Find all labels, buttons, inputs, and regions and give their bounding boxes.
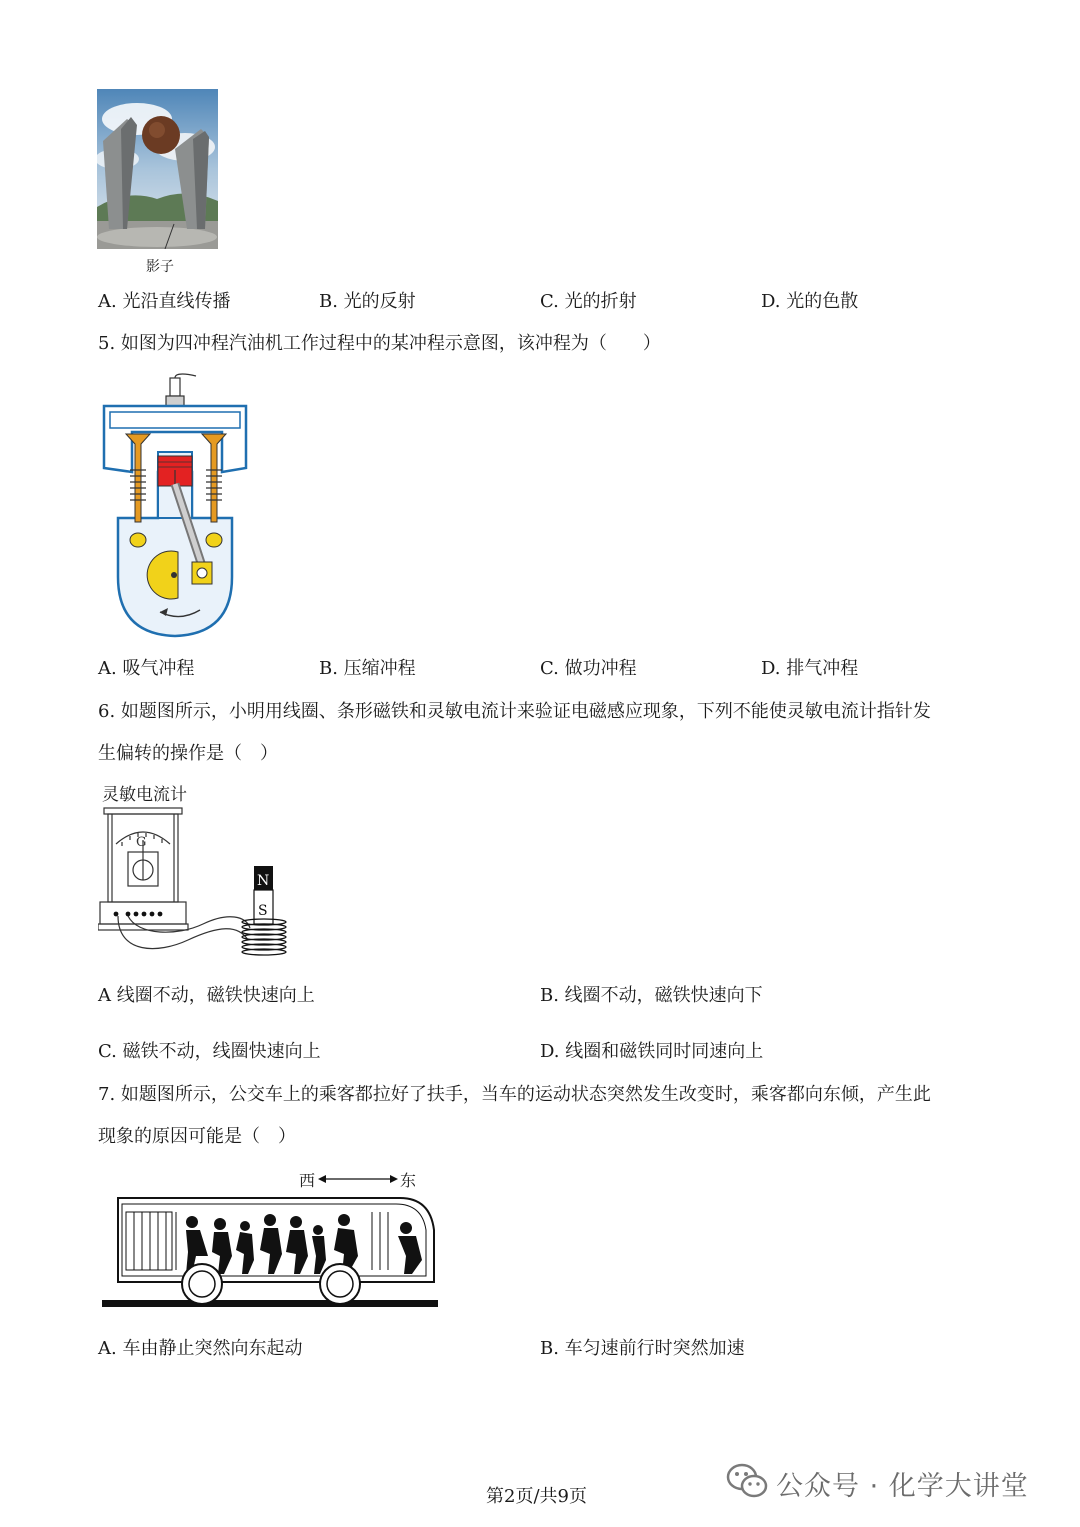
galvanometer-diagram-graphic bbox=[98, 804, 293, 966]
q6-stem-line1: 6. 如题图所示，小明用线圈、条形磁铁和灵敏电流计来验证电磁感应现象，下列不能使灵敏电流计指针发 bbox=[98, 701, 931, 722]
q5-stem: 5. 如图为四冲程汽油机工作过程中的某冲程示意图，该冲程为（ ） bbox=[98, 333, 661, 354]
q6-option-c[interactable]: C. 磁铁不动，线圈快速向上 bbox=[98, 1041, 321, 1062]
page-number: 第2页/共9页 bbox=[486, 1486, 587, 1507]
q4-option-b[interactable]: B. 光的反射 bbox=[319, 291, 416, 312]
direction-west-label: 西 bbox=[299, 1171, 316, 1190]
watermark-text: 公众号 · 化学大讲堂 bbox=[776, 1471, 1029, 1502]
magnet-north-label: N bbox=[257, 873, 270, 889]
magnet-south-label: S bbox=[258, 903, 268, 919]
monument-photo bbox=[97, 89, 218, 249]
double-arrow-icon bbox=[318, 1172, 398, 1186]
q6-option-a[interactable]: A 线圈不动，磁铁快速向上 bbox=[98, 985, 315, 1006]
galvanometer-diagram bbox=[98, 804, 293, 966]
meter-letter-g: G bbox=[136, 835, 147, 850]
wechat-icon bbox=[726, 1462, 768, 1500]
q5-option-b[interactable]: B. 压缩冲程 bbox=[319, 658, 416, 679]
engine-diagram bbox=[100, 372, 252, 642]
q7-option-b[interactable]: B. 车匀速前行时突然加速 bbox=[540, 1338, 745, 1359]
bus-diagram bbox=[100, 1190, 440, 1312]
q5-option-d[interactable]: D. 排气冲程 bbox=[761, 658, 859, 679]
q7-option-a[interactable]: A. 车由静止突然向东起动 bbox=[98, 1338, 303, 1359]
wechat-logo-icon bbox=[726, 1462, 768, 1500]
q4-option-c[interactable]: C. 光的折射 bbox=[540, 291, 637, 312]
q6-option-b[interactable]: B. 线圈不动，磁铁快速向下 bbox=[540, 985, 763, 1006]
photo-caption-shadow: 影子 bbox=[146, 259, 174, 275]
bus-diagram-graphic bbox=[100, 1190, 440, 1312]
q6-stem-line2: 生偏转的操作是（ ） bbox=[98, 743, 278, 764]
q6-option-d[interactable]: D. 线圈和磁铁同时同速向上 bbox=[540, 1041, 764, 1062]
direction-east-label: 东 bbox=[400, 1171, 417, 1190]
q7-stem-line2: 现象的原因可能是（ ） bbox=[98, 1126, 296, 1147]
q5-option-c[interactable]: C. 做功冲程 bbox=[540, 658, 637, 679]
q4-option-a[interactable]: A. 光沿直线传播 bbox=[98, 291, 231, 312]
engine-diagram-graphic bbox=[100, 372, 252, 642]
q5-option-a[interactable]: A. 吸气冲程 bbox=[98, 658, 195, 679]
q7-stem-line1: 7. 如题图所示，公交车上的乘客都拉好了扶手，当车的运动状态突然发生改变时，乘客都向东倾，产生此 bbox=[98, 1084, 931, 1105]
galvanometer-figure-title: 灵敏电流计 bbox=[102, 785, 187, 805]
q4-option-d[interactable]: D. 光的色散 bbox=[761, 291, 859, 312]
direction-arrow bbox=[318, 1171, 398, 1185]
monument-photo-graphic bbox=[97, 89, 218, 249]
